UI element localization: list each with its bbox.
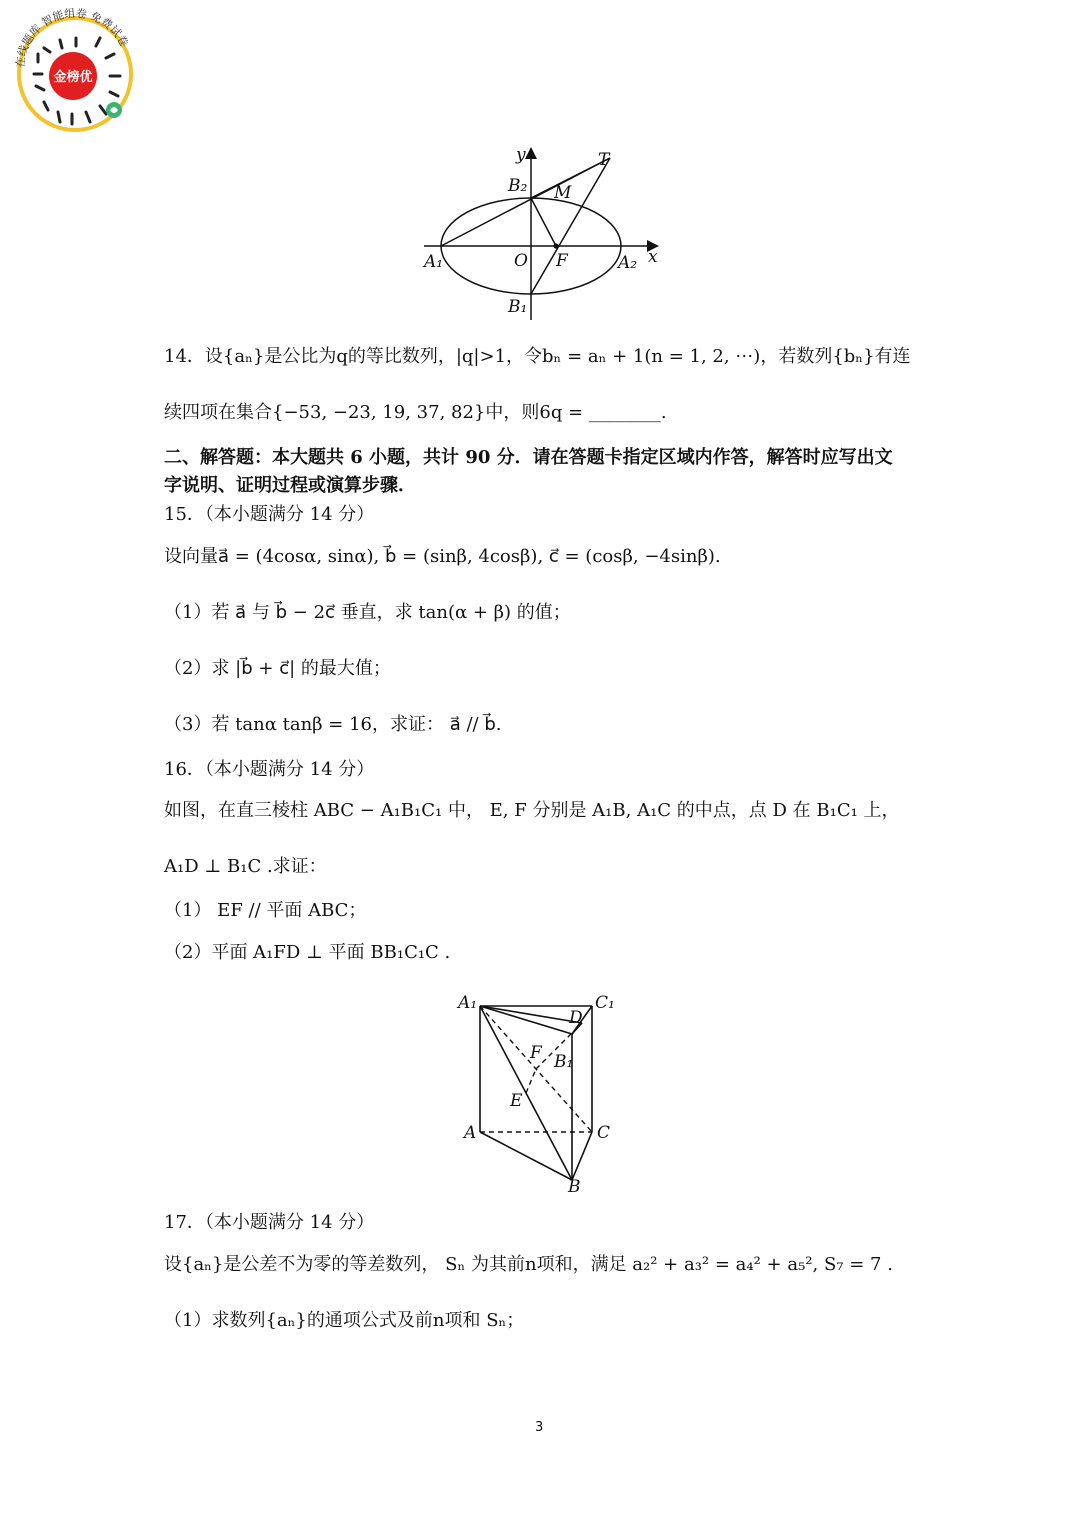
prism-figure [452, 988, 628, 1198]
logo-arc-text: 在线题库 智能组卷 免费试卷 [13, 6, 131, 69]
logo-brand-text: 金榜优 [53, 70, 93, 85]
page-number: 3 [535, 1420, 544, 1435]
q16-part2: （2）平面 A₁FD ⊥ 平面 BB₁C₁C . [164, 942, 451, 963]
q17-header: 17．（本小题满分 14 分） [164, 1212, 375, 1233]
y-axis-label: y [516, 145, 526, 165]
point-M-label: M [554, 183, 572, 203]
prism-D-label: D [569, 1008, 583, 1028]
q16-stem-line2: A₁D ⊥ B₁C .求证： [164, 856, 327, 877]
prism-A1-label: A₁ [458, 993, 478, 1013]
prism-B-label: B [568, 1177, 581, 1197]
q15-stem: 设向量a⃗ = (4cosα, sinα), b⃗ = (sinβ, 4cosβ), c⃗ = (cosβ, −4sinβ). [164, 546, 721, 567]
q14-line2: 续四项在集合{−53, −23, 19, 37, 82}中，则6q = ________. [164, 402, 667, 423]
prism-A-label: A [464, 1123, 477, 1143]
point-T-label: T [598, 150, 610, 170]
point-B2-label: B₂ [508, 176, 528, 196]
q16-stem-line1: 如图，在直三棱柱 ABC − A₁B₁C₁ 中， E, F 分别是 A₁B, A₁C 的中点，点 D 在 B₁C₁ 上， [164, 800, 900, 821]
prism-C1-label: C₁ [595, 993, 615, 1013]
x-axis-label: x [648, 247, 658, 267]
brand-logo [10, 2, 140, 132]
q16-part1: （1） EF // 平面 ABC； [164, 900, 367, 921]
q15-header: 15．（本小题满分 14 分） [164, 504, 375, 525]
point-F-label: F [556, 251, 568, 271]
q15-part3: （3）若 tanα tanβ = 16，求证： a⃗ // b⃗. [164, 714, 502, 735]
q17-part1: （1）求数列{aₙ}的通项公式及前n项和 Sₙ； [164, 1310, 525, 1331]
q16-header: 16．（本小题满分 14 分） [164, 759, 375, 780]
point-A2-label: A₂ [618, 253, 638, 273]
ellipse-figure [418, 142, 662, 322]
section2-line1: 二、解答题：本大题共 6 小题，共计 90 分．请在答题卡指定区域内作答，解答时应写出文 [164, 447, 893, 468]
q17-stem: 设{aₙ}是公差不为零的等差数列， Sₙ 为其前n项和，满足 a₂² + a₃² = a₄² + a₅², S₇ = 7 . [164, 1254, 893, 1275]
prism-F-label: F [530, 1043, 542, 1063]
point-O-label: O [514, 251, 528, 271]
section2-line2: 字说明、证明过程或演算步骤． [164, 475, 416, 496]
prism-E-label: E [510, 1091, 523, 1111]
prism-B1-label: B₁ [554, 1052, 574, 1072]
point-A1-label: A₁ [424, 252, 444, 272]
point-B1-label: B₁ [508, 297, 528, 317]
q15-part2: （2）求 |b⃗ + c⃗| 的最大值； [164, 658, 391, 679]
q15-part1: （1）若 a⃗ 与 b⃗ − 2c⃗ 垂直，求 tan(α + β) 的值； [164, 602, 571, 623]
q14-line1: 14．设{aₙ}是公比为q的等比数列，|q|>1，令bₙ = aₙ + 1(n = 1, 2, ⋯)，若数列{bₙ}有连 [164, 346, 911, 367]
prism-C-label: C [597, 1123, 611, 1143]
